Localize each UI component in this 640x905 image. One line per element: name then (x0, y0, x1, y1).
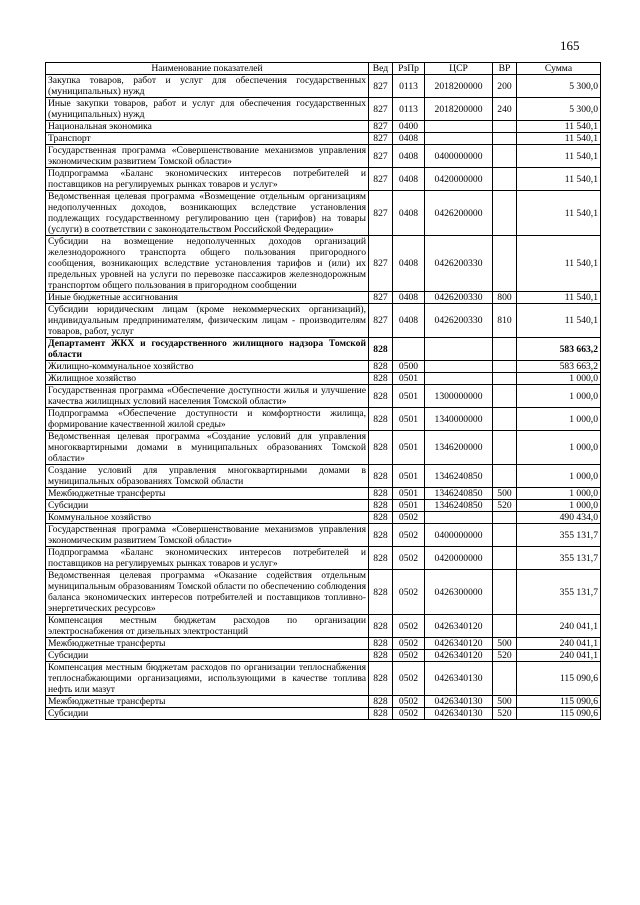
cell-name: Государственная программа «Обеспечение доступности жилья и улучшение качества жилищных условий населения Томской области» (46, 385, 369, 408)
cell-csr: 0426340120 (425, 615, 493, 638)
cell-vr (493, 121, 517, 133)
cell-sum: 240 041,1 (517, 650, 601, 662)
cell-rzpr: 0501 (393, 488, 425, 500)
cell-csr: 1346200000 (425, 431, 493, 465)
cell-vr (493, 570, 517, 615)
cell-csr: 2018200000 (425, 98, 493, 121)
cell-vr: 240 (493, 98, 517, 121)
cell-rzpr: 0501 (393, 465, 425, 488)
cell-rzpr: 0502 (393, 696, 425, 708)
cell-sum: 1 000,0 (517, 465, 601, 488)
cell-name: Межбюджетные трансферты (46, 696, 369, 708)
cell-vr: 500 (493, 488, 517, 500)
cell-name: Иные закупки товаров, работ и услуг для обеспечения государственных (муниципальных) нужд (46, 98, 369, 121)
cell-csr (425, 512, 493, 524)
cell-ved: 828 (369, 650, 393, 662)
cell-rzpr: 0502 (393, 512, 425, 524)
cell-name: Иные бюджетные ассигнования (46, 292, 369, 304)
cell-csr: 0426340120 (425, 650, 493, 662)
cell-csr: 0426200000 (425, 191, 493, 236)
table-row (46, 191, 601, 236)
cell-vr (493, 662, 517, 696)
cell-csr: 0400000000 (425, 524, 493, 547)
cell-ved: 827 (369, 168, 393, 191)
cell-sum: 1 000,0 (517, 408, 601, 431)
cell-name: Транспорт (46, 133, 369, 145)
table-row (46, 615, 601, 638)
cell-vr (493, 408, 517, 431)
table-row (46, 236, 601, 292)
cell-ved: 827 (369, 145, 393, 168)
cell-vr (493, 547, 517, 570)
cell-name: Межбюджетные трансферты (46, 488, 369, 500)
table-row (46, 524, 601, 547)
cell-ved: 827 (369, 236, 393, 292)
cell-ved: 827 (369, 304, 393, 338)
cell-ved: 828 (369, 500, 393, 512)
cell-rzpr: 0408 (393, 191, 425, 236)
cell-rzpr: 0408 (393, 292, 425, 304)
cell-name: Жилищное хозяйство (46, 373, 369, 385)
cell-ved: 828 (369, 696, 393, 708)
table-row (46, 408, 601, 431)
cell-ved: 828 (369, 373, 393, 385)
cell-vr: 520 (493, 650, 517, 662)
cell-name: Ведомственная целевая программа «Возмещение отдельным организациям недополученных доходов, возникающих вследствие установления подлежащих государственному регулированию цен (тарифов) на товары (услуги) в соответствии с законодательством Российской Федерации» (46, 191, 369, 236)
cell-name: Ведомственная целевая программа «Оказание содействия отдельным муниципальным образованиям Томской области по обеспечению соблюдения баланса экономических интересов потребителей и поставщиков топливно-энергетических ресурсов» (46, 570, 369, 615)
cell-sum: 1 000,0 (517, 500, 601, 512)
cell-ved: 828 (369, 615, 393, 638)
cell-sum: 5 300,0 (517, 75, 601, 98)
cell-vr (493, 431, 517, 465)
cell-ved: 827 (369, 292, 393, 304)
cell-rzpr: 0113 (393, 98, 425, 121)
table-row (46, 133, 601, 145)
cell-sum: 355 131,7 (517, 524, 601, 547)
cell-vr (493, 385, 517, 408)
cell-rzpr: 0400 (393, 121, 425, 133)
cell-sum: 1 000,0 (517, 373, 601, 385)
cell-sum: 1 000,0 (517, 385, 601, 408)
cell-name: Субсидии юридическим лицам (кроме некоммерческих организаций), индивидуальным предпринимателям, физическим лицам - производителям товаров, работ, услуг (46, 304, 369, 338)
cell-csr: 0426200330 (425, 236, 493, 292)
cell-csr: 1346240850 (425, 488, 493, 500)
cell-rzpr: 0408 (393, 168, 425, 191)
cell-rzpr: 0502 (393, 638, 425, 650)
cell-name: Национальная экономика (46, 121, 369, 133)
cell-sum: 240 041,1 (517, 615, 601, 638)
cell-vr (493, 191, 517, 236)
cell-csr: 0426200330 (425, 292, 493, 304)
cell-vr: 520 (493, 500, 517, 512)
cell-sum: 355 131,7 (517, 570, 601, 615)
table-row (46, 304, 601, 338)
cell-rzpr: 0500 (393, 361, 425, 373)
cell-csr: 1346240850 (425, 500, 493, 512)
cell-name: Ведомственная целевая программа «Создание условий для управления многоквартирными домами в муниципальных образованиях Томской области» (46, 431, 369, 465)
cell-name: Субсидии на возмещение недополученных доходов организаций железнодорожного транспорта общего пользования пригородного сообщения, возникающих вследствие установления тарифов и (или) их предельных уровней на услуги по перевозке пассажиров железнодорожным транспортом общего пользования в пригородном сообщении (46, 236, 369, 292)
cell-sum: 11 540,1 (517, 121, 601, 133)
cell-sum: 583 663,2 (517, 338, 601, 361)
cell-name: Жилищно-коммунальное хозяйство (46, 361, 369, 373)
cell-rzpr: 0502 (393, 570, 425, 615)
cell-sum: 11 540,1 (517, 145, 601, 168)
cell-vr: 800 (493, 292, 517, 304)
table-row (46, 385, 601, 408)
cell-rzpr: 0113 (393, 75, 425, 98)
header-sum: Сумма (517, 63, 601, 75)
table-row (46, 465, 601, 488)
cell-rzpr: 0502 (393, 662, 425, 696)
header-vr: ВР (493, 63, 517, 75)
cell-rzpr: 0502 (393, 708, 425, 720)
header-name: Наименование показателей (46, 63, 369, 75)
cell-csr: 0426340130 (425, 696, 493, 708)
table-row (46, 431, 601, 465)
header-ved: Вед (369, 63, 393, 75)
cell-name: Подпрограмма «Баланс экономических интересов потребителей и поставщиков на регулируемых рынках товаров и услуг» (46, 547, 369, 570)
table-row (46, 638, 601, 650)
cell-csr: 0426300000 (425, 570, 493, 615)
cell-csr: 0426200330 (425, 304, 493, 338)
cell-name: Департамент ЖКХ и государственного жилищного надзора Томской области (46, 338, 369, 361)
cell-sum: 490 434,0 (517, 512, 601, 524)
table-row (46, 292, 601, 304)
cell-ved: 827 (369, 98, 393, 121)
cell-name: Коммунальное хозяйство (46, 512, 369, 524)
cell-ved: 828 (369, 512, 393, 524)
table-row (46, 500, 601, 512)
table-row (46, 708, 601, 720)
cell-rzpr: 0502 (393, 524, 425, 547)
cell-sum: 355 131,7 (517, 547, 601, 570)
cell-csr: 0420000000 (425, 168, 493, 191)
cell-rzpr: 0501 (393, 385, 425, 408)
cell-csr (425, 133, 493, 145)
cell-ved: 828 (369, 570, 393, 615)
cell-name: Подпрограмма «Баланс экономических интересов потребителей и поставщиков на регулируемых рынках товаров и услуг» (46, 168, 369, 191)
cell-rzpr (393, 338, 425, 361)
cell-vr (493, 373, 517, 385)
cell-rzpr: 0501 (393, 500, 425, 512)
cell-ved: 827 (369, 121, 393, 133)
cell-ved: 827 (369, 133, 393, 145)
cell-csr: 1340000000 (425, 408, 493, 431)
cell-rzpr: 0502 (393, 650, 425, 662)
table-header-row (46, 63, 601, 75)
cell-sum: 115 090,6 (517, 662, 601, 696)
table-row (46, 488, 601, 500)
cell-name: Компенсация местным бюджетам расходов по организации электроснабжения от дизельных электростанций (46, 615, 369, 638)
header-csr: ЦСР (425, 63, 493, 75)
table-row (46, 512, 601, 524)
cell-sum: 11 540,1 (517, 304, 601, 338)
cell-vr: 500 (493, 638, 517, 650)
cell-vr (493, 524, 517, 547)
cell-vr: 520 (493, 708, 517, 720)
cell-vr: 810 (493, 304, 517, 338)
table-row (46, 168, 601, 191)
table-row (46, 547, 601, 570)
table-row (46, 121, 601, 133)
table-row (46, 361, 601, 373)
cell-rzpr: 0501 (393, 373, 425, 385)
cell-vr (493, 133, 517, 145)
cell-vr: 500 (493, 696, 517, 708)
cell-csr: 0420000000 (425, 547, 493, 570)
cell-sum: 11 540,1 (517, 236, 601, 292)
cell-ved: 828 (369, 361, 393, 373)
cell-rzpr: 0408 (393, 236, 425, 292)
cell-name: Межбюджетные трансферты (46, 638, 369, 650)
cell-sum: 115 090,6 (517, 708, 601, 720)
cell-ved: 828 (369, 638, 393, 650)
cell-vr (493, 236, 517, 292)
cell-ved: 828 (369, 431, 393, 465)
cell-vr (493, 168, 517, 191)
cell-csr (425, 121, 493, 133)
cell-rzpr: 0408 (393, 145, 425, 168)
cell-name: Субсидии (46, 708, 369, 720)
table-row (46, 145, 601, 168)
cell-vr (493, 615, 517, 638)
table-row (46, 696, 601, 708)
cell-vr: 200 (493, 75, 517, 98)
table-row (46, 75, 601, 98)
cell-ved: 828 (369, 708, 393, 720)
cell-ved: 827 (369, 75, 393, 98)
cell-csr: 1300000000 (425, 385, 493, 408)
cell-sum: 583 663,2 (517, 361, 601, 373)
cell-name: Субсидии (46, 500, 369, 512)
cell-name: Создание условий для управления многоквартирными домами в муниципальных образованиях Томской области (46, 465, 369, 488)
cell-ved: 828 (369, 662, 393, 696)
cell-name: Закупка товаров, работ и услуг для обеспечения государственных (муниципальных) нужд (46, 75, 369, 98)
budget-table (45, 62, 601, 720)
cell-name: Государственная программа «Совершенствование механизмов управления экономическим развитием Томской области» (46, 145, 369, 168)
cell-csr: 0426340130 (425, 708, 493, 720)
cell-rzpr: 0408 (393, 133, 425, 145)
cell-csr (425, 338, 493, 361)
table-row (46, 662, 601, 696)
cell-vr (493, 512, 517, 524)
cell-rzpr: 0501 (393, 431, 425, 465)
table-row (46, 650, 601, 662)
cell-sum: 1 000,0 (517, 431, 601, 465)
cell-csr: 0426340120 (425, 638, 493, 650)
cell-rzpr: 0502 (393, 615, 425, 638)
cell-csr: 0400000000 (425, 145, 493, 168)
cell-vr (493, 465, 517, 488)
cell-sum: 115 090,6 (517, 696, 601, 708)
cell-sum: 5 300,0 (517, 98, 601, 121)
table-row (46, 98, 601, 121)
cell-ved: 828 (369, 547, 393, 570)
cell-vr (493, 338, 517, 361)
cell-vr (493, 145, 517, 168)
cell-ved: 828 (369, 465, 393, 488)
cell-name: Компенсация местным бюджетам расходов по организации теплоснабжения теплоснабжающими организациями, использующими в качестве топлива нефть или мазут (46, 662, 369, 696)
cell-ved: 828 (369, 488, 393, 500)
cell-csr (425, 373, 493, 385)
cell-sum: 11 540,1 (517, 133, 601, 145)
page-number: 165 (560, 38, 580, 53)
table-row (46, 338, 601, 361)
header-rzpr: РзПр (393, 63, 425, 75)
cell-vr (493, 361, 517, 373)
cell-csr: 0426340130 (425, 662, 493, 696)
cell-name: Субсидии (46, 650, 369, 662)
cell-sum: 11 540,1 (517, 292, 601, 304)
cell-sum: 11 540,1 (517, 168, 601, 191)
cell-sum: 11 540,1 (517, 191, 601, 236)
cell-sum: 240 041,1 (517, 638, 601, 650)
cell-ved: 828 (369, 524, 393, 547)
cell-rzpr: 0502 (393, 547, 425, 570)
cell-ved: 828 (369, 338, 393, 361)
cell-ved: 828 (369, 408, 393, 431)
cell-ved: 828 (369, 385, 393, 408)
table-row (46, 373, 601, 385)
cell-csr: 2018200000 (425, 75, 493, 98)
cell-rzpr: 0408 (393, 304, 425, 338)
cell-ved: 827 (369, 191, 393, 236)
cell-rzpr: 0501 (393, 408, 425, 431)
table-body (46, 75, 601, 720)
cell-name: Подпрограмма «Обеспечение доступности и комфортности жилища, формирование качественной жилой среды» (46, 408, 369, 431)
cell-sum: 1 000,0 (517, 488, 601, 500)
cell-name: Государственная программа «Совершенствование механизмов управления экономическим развитием Томской области» (46, 524, 369, 547)
cell-csr: 1346240850 (425, 465, 493, 488)
cell-csr (425, 361, 493, 373)
table-row (46, 570, 601, 615)
